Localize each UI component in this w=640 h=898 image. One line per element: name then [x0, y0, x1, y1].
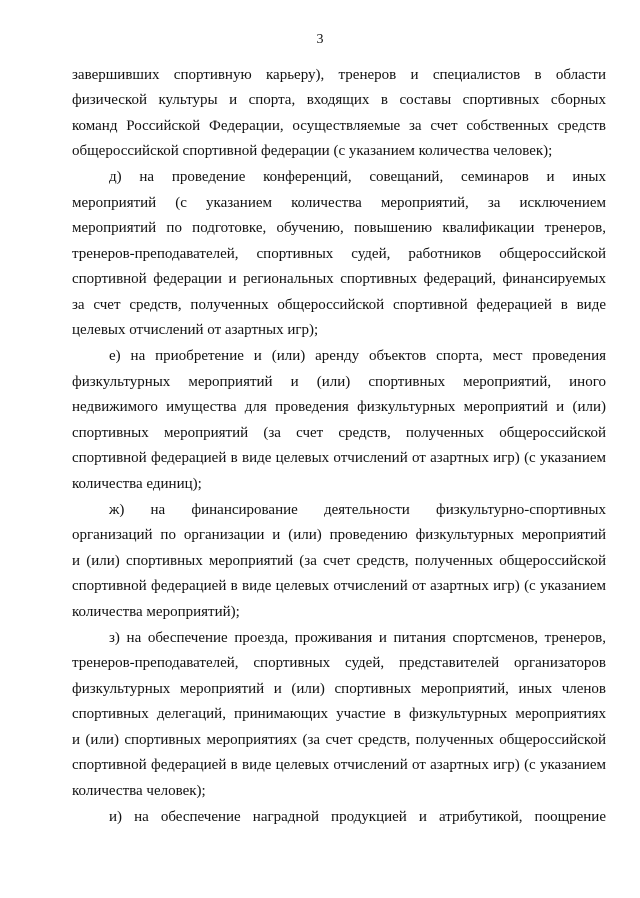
- text-line: спортивных делегаций, принимающих участие в физкультурных мероприятиях: [72, 706, 606, 722]
- text-line: количества мероприятий);: [72, 604, 240, 620]
- text-line: спортивной федерацией в виде целевых отчислений от азартных игр) (с указанием: [72, 578, 606, 594]
- page-number: 3: [316, 32, 324, 47]
- text-line: количества человек);: [72, 783, 206, 799]
- text-line: организаций по организации и (или) проведению физкультурных мероприятий: [72, 527, 606, 543]
- text-line: и (или) спортивных мероприятиях (за счет средств, полученных общероссийской: [72, 732, 606, 748]
- text-line: количества единиц);: [72, 476, 202, 492]
- paragraph-first-line: и) на обеспечение наградной продукцией и атрибутикой, поощрение: [109, 809, 606, 825]
- text-line: спортивной федерацией в виде целевых отчислений от азартных игр) (с указанием: [72, 450, 606, 466]
- text-line: спортивной федерацией в виде целевых отчислений от азартных игр) (с указанием: [72, 757, 606, 773]
- text-line: спортивной федерации и региональных спортивных федераций, финансируемых: [72, 271, 606, 287]
- text-line: спортивных мероприятий (за счет средств, полученных общероссийской: [72, 425, 606, 441]
- text-line: команд Российской Федерации, осуществляемые за счет собственных средств: [72, 118, 606, 134]
- text-line: и (или) спортивных мероприятий (за счет средств, полученных общероссийской: [72, 553, 606, 569]
- text-line: мероприятий (с указанием количества мероприятий, за исключением: [72, 195, 606, 211]
- text-line: недвижимого имущества для проведения физкультурных мероприятий и (или): [72, 399, 606, 415]
- paragraph-first-line: д) на проведение конференций, совещаний, семинаров и иных: [109, 169, 606, 185]
- paragraph-first-line: ж) на финансирование деятельности физкультурно-спортивных: [109, 502, 606, 518]
- paragraph-first-line: з) на обеспечение проезда, проживания и питания спортсменов, тренеров,: [109, 630, 606, 646]
- text-line: физкультурных мероприятий и (или) спортивных мероприятий, иных членов: [72, 681, 606, 697]
- text-line: мероприятий по подготовке, обучению, повышению квалификации тренеров,: [72, 220, 606, 236]
- text-line: целевых отчислений от азартных игр);: [72, 322, 319, 338]
- text-line: тренеров-преподавателей, спортивных судей, представителей организаторов: [72, 655, 606, 671]
- text-line: тренеров-преподавателей, спортивных судей, работников общероссийской: [72, 246, 606, 262]
- text-line: завершивших спортивную карьеру), тренеров и специалистов в области: [72, 67, 606, 83]
- text-line: физической культуры и спорта, входящих в составы спортивных сборных: [72, 92, 606, 108]
- paragraph-first-line: е) на приобретение и (или) аренду объектов спорта, мест проведения: [109, 348, 606, 364]
- text-line: физкультурных мероприятий и (или) спортивных мероприятий, иного: [72, 374, 606, 390]
- text-line: за счет средств, полученных общероссийской спортивной федерацией в виде: [72, 297, 606, 313]
- text-line: общероссийской спортивной федерации (с указанием количества человек);: [72, 143, 553, 159]
